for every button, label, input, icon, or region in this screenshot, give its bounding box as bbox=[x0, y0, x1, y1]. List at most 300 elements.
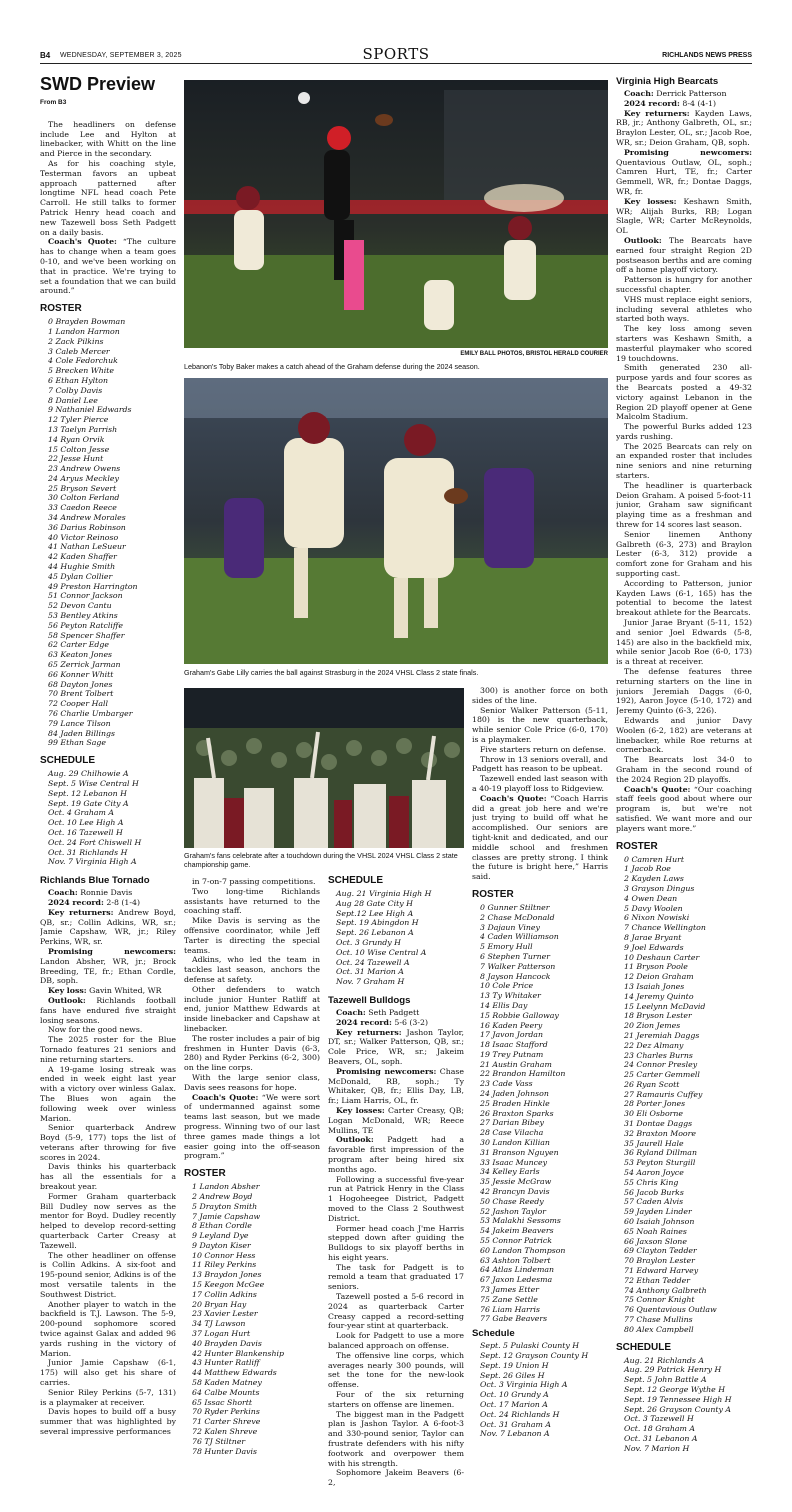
roster-item: 8 Daniel Lee bbox=[48, 395, 98, 405]
roster-item: 65 Zerrick Jarman bbox=[48, 660, 121, 670]
richlands-heading: Richlands Blue Tornado bbox=[40, 875, 150, 887]
roster-item: 84 Jaden Billings bbox=[48, 728, 115, 738]
schedule-item: Sept. 5 Wise Central H bbox=[48, 779, 139, 788]
tazewell-coach: Coach: Seth Padgett bbox=[336, 1007, 420, 1017]
roster-item: 31 Branson Nguyen bbox=[480, 1147, 559, 1157]
roster-item: 13 Ty Whitaker bbox=[480, 991, 541, 1001]
story-paragraph: 300) is another force on both sides of the line. bbox=[472, 686, 608, 705]
schedule-item: Sept. 19 Abingdon H bbox=[336, 918, 419, 928]
roster-item: 55 Chris King bbox=[624, 1177, 679, 1187]
roster-item: 76 Charlie Umbarger bbox=[48, 709, 133, 719]
schedule-item: Oct. 18 Graham A bbox=[624, 1424, 696, 1434]
tazewell-roster bbox=[472, 903, 608, 1324]
roster-item: 71 Edward Harvey bbox=[624, 1266, 699, 1276]
story-paragraph: With the large senior class, Davis sees reasons for hope. bbox=[184, 1072, 320, 1092]
roster-item: 35 Jessie McGraw bbox=[480, 1177, 552, 1187]
richlands-quote: Coach's Quote: “We were sort of undermanned against some teams last season, but we made progress. Winning two of our last three games made things a lot easier going into the off-season program.” bbox=[184, 1092, 320, 1161]
roster-item: 19 Trey Putnam bbox=[480, 1049, 544, 1059]
story-paragraph: The key loss among seven starters was Keshawn Smith, a masterful playmaker who scored 19 touchdowns. bbox=[616, 324, 752, 363]
roster-item: 53 Bentley Atkins bbox=[48, 611, 118, 621]
photo-credit: EMILY BALL PHOTOS, BRISTOL HERALD COURIER bbox=[460, 351, 608, 357]
schedule-item: Oct. 10 Grundy A bbox=[480, 1390, 549, 1400]
roster-item: 32 Braxton Moore bbox=[624, 1128, 696, 1138]
schedule-item: Oct. 4 Graham A bbox=[48, 808, 115, 818]
roster-item: 7 Walker Patterson bbox=[480, 961, 556, 971]
story-paragraph: Four of the six returning starters on offense are linemen. bbox=[328, 1390, 464, 1409]
roster-item: 17 Javon Jordan bbox=[480, 1030, 543, 1040]
virginia-schedule-heading: SCHEDULE bbox=[616, 1341, 672, 1353]
roster-item: 35 Jaurell Hale bbox=[624, 1138, 684, 1148]
schedule-item: Oct. 17 Marion A bbox=[480, 1399, 548, 1409]
story-paragraph: Now for the good news. bbox=[48, 1025, 143, 1035]
story-paragraph: The biggest man in the Padgett plan is Jashon Taylor. A 6-foot-3 and 330-pound senior, Taylor can frustrate defenders with his nifty footwork and overpower them with his strength. bbox=[328, 1409, 464, 1468]
story-paragraph: Two long-time Richlands assistants have returned to the coaching staff. bbox=[184, 886, 320, 916]
schedule-item: Sept. 12 George Wythe H bbox=[624, 1385, 726, 1394]
richlands-outlook: Outlook: Richlands football fans have endured five straight losing seasons. bbox=[40, 995, 176, 1025]
schedule-item: Oct. 24 Richlands H bbox=[480, 1409, 560, 1419]
roster-item: 25 Bryson Severt bbox=[48, 483, 117, 493]
roster-item: 26 Ryan Scott bbox=[624, 1079, 680, 1089]
roster-item: 5 Emory Hull bbox=[480, 942, 533, 952]
roster-item: 63 Keaton Jones bbox=[48, 650, 113, 660]
jump-from: From B3 bbox=[40, 99, 67, 106]
virginia-schedule bbox=[616, 1356, 752, 1454]
roster-item: 30 Landon Killian bbox=[480, 1138, 550, 1148]
story-paragraph: The 2025 Bearcats can rely on an expanded roster that includes nine seniors and nine returning starters. bbox=[616, 441, 752, 481]
tazewell-outlook: Outlook: Padgett had a favorable first impression of the program after being hired six months ago. bbox=[328, 1135, 464, 1174]
roster-item: 7 Jamie Capshaw bbox=[192, 1211, 261, 1221]
schedule-item: Oct. 24 Tazewell A bbox=[336, 957, 410, 967]
photo-run bbox=[184, 378, 608, 664]
roster-item: 67 Jaxon Ledesma bbox=[480, 1275, 553, 1285]
tazewell-record: 2024 record: 5-6 (3-2) bbox=[336, 1017, 429, 1027]
story-paragraph: Adkins, who led the team in tackles last season, anchors the defense at safety. bbox=[184, 955, 320, 984]
virginia-outlook: Outlook: The Bearcats have earned four straight Region 2D postseason berths and are coming off a home playoff victory. bbox=[616, 235, 752, 275]
roster-item: 9 Nathaniel Edwards bbox=[48, 405, 132, 415]
roster-item: 99 Ethan Sage bbox=[48, 738, 106, 748]
schedule-item: Oct. 3 Grundy H bbox=[336, 937, 401, 947]
story-paragraph: Sophomore Jakeim Beavers (6-2, bbox=[328, 1468, 464, 1488]
schedule-item: Oct. 3 Tazewell H bbox=[624, 1414, 694, 1424]
virginia-roster bbox=[616, 855, 752, 1335]
roster-item: 10 Connor Hess bbox=[192, 1250, 256, 1260]
richlands-newcomers: Promising newcomers: Landon Absher, WR, jr.; Brock Breeding, TE, fr.; Ethan Cordle, DB, soph. bbox=[40, 946, 176, 986]
richlands-returners: Key returners: Andrew Boyd, QB, sr.; Collin Adkins, WR, sr.; Jamie Capshaw, WR, jr.; Riley Perkins, WR, sr. bbox=[40, 907, 176, 947]
roster-item: 79 Lance Tilson bbox=[48, 718, 111, 728]
page-number: B4 bbox=[40, 51, 51, 60]
roster-item: 27 Ramauris Cuffey bbox=[624, 1089, 703, 1099]
schedule-item: Oct. 24 Fort Chiswell H bbox=[48, 837, 142, 847]
roster-item: 68 Dayton Jones bbox=[48, 679, 113, 689]
schedule-item: Sept. 26 Giles H bbox=[480, 1370, 545, 1380]
roster-item: 72 Cooper Hall bbox=[48, 699, 108, 709]
roster-item: 15 Keegon McGee bbox=[192, 1280, 265, 1290]
schedule-item: Oct. 16 Tazewell H bbox=[48, 827, 123, 837]
roster-item: 57 Caden Alvis bbox=[624, 1197, 684, 1207]
virginia-coach: Coach: Derrick Patterson bbox=[624, 89, 727, 98]
story-paragraph: The task for Padgett is to remold a team that graduated 17 seniors. bbox=[328, 1262, 464, 1292]
roster-item: 58 Kaden Matney bbox=[192, 1378, 262, 1388]
roster-item: 52 Devon Cantu bbox=[48, 601, 112, 611]
schedule-item: Aug. 21 Virginia High H bbox=[336, 889, 432, 898]
roster-item: 62 Carter Edge bbox=[48, 640, 109, 650]
story-paragraph: The headliner is quarterback Deion Graham. A poised 5-foot-11 junior, Graham saw significant playing time as a freshman and threw for 14 scores last season. bbox=[616, 480, 752, 530]
roster-item: 33 Caedon Reece bbox=[48, 503, 117, 513]
roster-item: 27 Darian Bibey bbox=[480, 1118, 544, 1128]
story-paragraph: Former Graham quarterback Bill Dudley now serves as the mentor for Boyd. Dudley recently helped to develop record-setting quarterback Carter Creasy at Tazewell. bbox=[40, 1191, 176, 1250]
roster-item: 11 Bryson Poole bbox=[624, 962, 688, 972]
photo-caption: Graham's fans celebrate after a touchdown during the VHSL 2024 VHSL Class 2 state championship game. bbox=[184, 851, 458, 869]
roster-item: 75 Zane Settle bbox=[480, 1294, 538, 1304]
roster-item: 56 Peyton Ratcliffe bbox=[48, 620, 123, 630]
story-paragraph: Former head coach J'me Harris stepped down after guiding the Bulldogs to six playoff berths in his eight years. bbox=[328, 1223, 464, 1262]
story-paragraph: The offensive line corps, which averages nearly 300 pounds, will set the tone for the new-look offense. bbox=[328, 1350, 464, 1390]
roster-item: 14 Ellis Day bbox=[480, 1000, 528, 1010]
roster-item: 69 Clayton Tedder bbox=[624, 1246, 697, 1256]
tazewell-newcomers: Promising newcomers: Chase McDonald, RB, soph.; Ty Whitaker, QB, fr.; Ellis Day, LB, fr.; Liam Harris, OL, fr. bbox=[328, 1066, 464, 1106]
richlands-coach: Coach: Ronnie Davis bbox=[48, 888, 133, 898]
richlands-roster-heading: ROSTER bbox=[184, 1168, 226, 1180]
roster-item: 7 Chance Wellington bbox=[624, 923, 706, 933]
tazewell-roster-heading: ROSTER bbox=[472, 888, 514, 900]
schedule-item: Sept. 26 Grayson County A bbox=[624, 1404, 731, 1414]
roster-item: 59 Jayden Linder bbox=[624, 1207, 692, 1217]
roster-item: 10 Cole Price bbox=[480, 981, 534, 991]
schedule-item: Oct. 3 Virginia High A bbox=[480, 1380, 568, 1390]
roster-item: 51 Connor Jackson bbox=[48, 591, 123, 601]
roster-item: 80 Alex Campbell bbox=[624, 1324, 694, 1334]
story-paragraph: Mike Davis is serving as the offensive coordinator, while Jeff Tarter is directing the special teams. bbox=[184, 916, 320, 955]
roster-item: 2 Andrew Boyd bbox=[192, 1191, 253, 1201]
roster-item: 23 Andrew Owens bbox=[48, 464, 121, 474]
tazewell-heading: Tazewell Bulldogs bbox=[328, 994, 411, 1006]
roster-item: 20 Bryan Hay bbox=[192, 1299, 247, 1309]
roster-item: 42 Kaden Shaffer bbox=[48, 552, 117, 562]
roster-item: 28 Porter Jones bbox=[624, 1099, 686, 1109]
roster-item: 25 Carter Gemmell bbox=[624, 1070, 700, 1080]
richlands-record: 2024 record: 2-8 (1-4) bbox=[48, 897, 141, 907]
story-paragraph: Look for Padgett to use a more balanced approach on offense. bbox=[328, 1331, 464, 1351]
roster-item: 76 TJ Stiltner bbox=[192, 1436, 246, 1446]
roster-item: 14 Ryan Orvik bbox=[48, 434, 105, 444]
column-3 bbox=[328, 874, 464, 1507]
story-paragraph: Tazewell ended last season with a 40-19 playoff loss to Ridgeview. bbox=[472, 774, 608, 793]
roster-item: 55 Connor Patrick bbox=[480, 1236, 552, 1246]
story-paragraph: Another player to watch in the backfield is T.J. Lawson. The 5-9, 200-pound sophomore scored twice against Galax and added 96 yards rushing in the victory of Marion. bbox=[40, 1299, 176, 1358]
roster-item: 7 Colby Davis bbox=[48, 385, 103, 395]
roster-item: 36 Darius Robinson bbox=[48, 522, 126, 532]
roster-item: 12 Tyler Pierce bbox=[48, 415, 109, 425]
story-paragraph: The powerful Burks added 123 yards rushing. bbox=[616, 422, 752, 441]
coach-quote: Coach's Quote: “The culture has to change when a team goes 0-10, and we've been working on that in practice. We're trying to set a foundation that we can build around.” bbox=[40, 237, 176, 296]
roster-item: 56 Jacob Burks bbox=[624, 1187, 684, 1197]
page-header bbox=[40, 45, 752, 64]
roster-item: 0 Brayden Bowman bbox=[48, 317, 126, 327]
roster-item: 2 Chase McDonald bbox=[480, 912, 555, 922]
roster-item: 4 Owen Dean bbox=[624, 893, 678, 903]
roster-item: 75 Connor Knight bbox=[624, 1295, 695, 1305]
roster-item: 3 Caleb Mercer bbox=[48, 346, 110, 356]
roster-item: 14 Jeremy Quinto bbox=[624, 991, 694, 1001]
roster-item: 4 Cole Fedorchuk bbox=[48, 356, 118, 366]
roster-item: 40 Brayden Davis bbox=[192, 1338, 262, 1348]
roster-item: 25 Braden Hinkle bbox=[480, 1098, 550, 1108]
roster-item: 72 Ethan Tedder bbox=[624, 1275, 690, 1285]
roster-item: 28 Case Vilacha bbox=[480, 1128, 544, 1138]
story-paragraph: Senior linemen Anthony Galbreth (6-3, 273) and Braylon Lester (6-3, 312) provide a comfort zone for Graham and his supporting cast. bbox=[616, 529, 752, 579]
story-paragraph: The headliners on defense include Lee and Hylton at linebacker, with Whitt on the line and Pierce in the secondary. bbox=[40, 119, 176, 159]
column-1 bbox=[40, 74, 176, 1504]
roster-item: 23 Cade Vass bbox=[480, 1079, 533, 1089]
tazewell-returners: Key returners: Jashon Taylor, DT, sr.; Walker Patterson, QB, sr.; Cole Price, WR, sr.; Jakeim Beavers, OL, soph. bbox=[328, 1027, 464, 1066]
roster-item: 65 Issac Shortt bbox=[192, 1397, 253, 1407]
roster-item: 65 Noah Raines bbox=[624, 1226, 687, 1236]
roster-item: 13 Taelyn Parrish bbox=[48, 424, 118, 434]
virginia-record: 2024 record: 8-4 (4-1) bbox=[624, 98, 717, 108]
schedule-item: Oct. 10 Lee High A bbox=[48, 818, 124, 828]
schedule-item: Aug. 29 Patrick Henry H bbox=[624, 1365, 722, 1375]
roster-item: 49 Preston Harrington bbox=[48, 581, 138, 591]
roster-item: 21 Jeremiah Daggs bbox=[624, 1030, 700, 1040]
story-paragraph: VHS must replace eight seniors, including several athletes who started both ways. bbox=[616, 294, 752, 324]
roster-item: 1 Landon Harmon bbox=[48, 326, 120, 336]
roster-item: 3 Grayson Dingus bbox=[624, 883, 695, 893]
publication-name: RICHLANDS NEWS PRESS bbox=[662, 52, 752, 59]
roster-item: 20 Zion Jemes bbox=[624, 1021, 681, 1031]
roster-item: 34 Andrew Morales bbox=[48, 513, 126, 523]
roster-item: 18 Isaac Stafford bbox=[480, 1040, 548, 1050]
roster-item: 17 Collin Adkins bbox=[192, 1289, 257, 1299]
roster-item: 13 Braydon Jones bbox=[192, 1270, 262, 1280]
schedule-item: Sept. 5 John Battle A bbox=[624, 1375, 707, 1385]
schedule-item: Oct. 31 Marion A bbox=[336, 967, 404, 977]
roster-item: 78 Hunter Davis bbox=[192, 1446, 257, 1456]
lee-schedule-heading: SCHEDULE bbox=[40, 755, 96, 767]
roster-item: 36 Ryland Dillman bbox=[624, 1148, 697, 1158]
roster-item: 23 Xavier Lester bbox=[192, 1309, 258, 1319]
roster-item: 77 Gabe Beavers bbox=[480, 1314, 548, 1324]
roster-item: 24 Aryus Meckley bbox=[48, 473, 119, 483]
roster-item: 77 Chase Mullins bbox=[624, 1315, 693, 1325]
roster-item: 63 Ashton Tolbert bbox=[480, 1255, 551, 1265]
roster-item: 13 Isaiah Jones bbox=[624, 981, 685, 991]
roster-item: 76 Liam Harris bbox=[480, 1304, 540, 1314]
tazewell-quote: Coach's Quote: “Coach Harris did a great job here and we're just trying to build off what he accomplished. Our seniors are tight-knit and dedicated, and our middle school and freshmen classes are pretty strong. I think the future is bright here,” Harris said. bbox=[472, 793, 608, 882]
schedule-item: Aug 28 Gate City H bbox=[336, 898, 413, 908]
story-paragraph: The roster includes a pair of big freshmen in Hunter Davis (6-3, 280) and Ryder Perkins (6-2, 300) on the line corps. bbox=[184, 1033, 320, 1073]
roster-item: 3 Dajaun Viney bbox=[480, 922, 540, 932]
roster-item: 64 Calbe Mounts bbox=[192, 1387, 260, 1397]
roster-item: 2 Kayden Laws bbox=[624, 874, 684, 884]
story-paragraph: A 19-game losing streak was ended in week eight last year with a victory over winless Galax. The Blues won again the following week over winless Marion. bbox=[40, 1064, 176, 1123]
story-paragraph: Five starters return on defense. bbox=[480, 744, 607, 754]
roster-item: 33 Isaac Muncey bbox=[480, 1157, 548, 1167]
roster-item: 24 Connor Presley bbox=[624, 1060, 698, 1070]
roster-item: 64 Atlas Lindeman bbox=[480, 1265, 555, 1275]
roster-item: 72 Kalen Shreve bbox=[192, 1427, 258, 1437]
lee-schedule bbox=[40, 769, 176, 867]
schedule-item: Sept. 12 Grayson County H bbox=[480, 1351, 589, 1360]
roster-item: 23 Charles Burns bbox=[624, 1050, 693, 1060]
roster-item: 58 Spencer Shaffer bbox=[48, 630, 125, 640]
story-paragraph: The Bearcats lost 34-0 to Graham in the second round of the 2024 Region 2D playoffs. bbox=[616, 755, 752, 784]
photo-fans bbox=[184, 688, 464, 848]
virginia-newcomers: Promising newcomers: Quentavious Outlaw, OL, soph.; Camren Hurt, TE, fr.; Carter Gemmell, WR, fr.; Dontae Daggs, WR, fr. bbox=[616, 147, 752, 196]
roster-item: 54 Aaron Joyce bbox=[624, 1168, 684, 1178]
roster-item: 70 Braylon Lester bbox=[624, 1256, 695, 1266]
roster-item: 10 Deshaun Carter bbox=[624, 952, 700, 962]
schedule-item: Oct. 31 Richlands H bbox=[48, 847, 128, 857]
roster-item: 30 Eli Osborne bbox=[624, 1109, 683, 1119]
roster-item: 0 Camren Hurt bbox=[624, 854, 684, 864]
schedule-item: Sept. 12 Lebanon H bbox=[48, 788, 127, 798]
roster-item: 1 Landon Absher bbox=[192, 1182, 260, 1192]
roster-item: 26 Braxton Sparks bbox=[480, 1108, 554, 1118]
column-4 bbox=[472, 686, 608, 1507]
tazewell-schedule bbox=[472, 1341, 608, 1439]
story-paragraph: As for his coaching style, Testerman favors an upbeat approach patterned after longtime NFL head coach Pete Carroll. He still talks to former Patrick Henry head coach and new Tazewell boss Seth Padgett on a daily basis. bbox=[40, 158, 176, 237]
roster-item: 34 Kelley Earls bbox=[480, 1167, 540, 1177]
tazewell-schedule-heading: Schedule bbox=[472, 1328, 515, 1340]
section-title: SPORTS bbox=[362, 45, 430, 63]
roster-item: 9 Dayton Kiser bbox=[192, 1240, 251, 1250]
roster-item: 52 Jashon Taylor bbox=[480, 1206, 546, 1216]
roster-item: 8 Ethan Cordle bbox=[192, 1221, 252, 1231]
roster-item: 9 Leyland Dye bbox=[192, 1231, 249, 1241]
story-paragraph: The 2025 roster for the Blue Tornado features 21 seniors and nine returning starters. bbox=[40, 1035, 176, 1064]
roster-item: 5 Brecken White bbox=[48, 366, 114, 376]
roster-item: 45 Dylan Collier bbox=[48, 571, 113, 581]
story-paragraph: Following a successful five-year run at Patrick Henry in the Class 1 Hogoheegee District, Padgett moved to the Class 2 Southwest District. bbox=[328, 1174, 464, 1223]
roster-item: 54 Jakeim Beavers bbox=[480, 1226, 554, 1236]
roster-item: 70 Brent Tolbert bbox=[48, 689, 114, 699]
roster-item: 42 Hunter Blankenship bbox=[192, 1348, 284, 1358]
virginia-roster-heading: ROSTER bbox=[616, 840, 658, 852]
roster-item: 43 Hunter Ratliff bbox=[192, 1358, 260, 1368]
schedule-item: Oct. 31 Lebanon A bbox=[624, 1433, 698, 1443]
roster-item: 22 Jesse Hunt bbox=[48, 454, 104, 464]
roster-item: 31 Dontae Daggs bbox=[624, 1119, 693, 1129]
story-title: SWD Preview bbox=[40, 74, 156, 94]
story-paragraph: Tazewell posted a 5-6 record in 2024 as quarterback Carter Creasy capped a record-setting four-year stint at quarterback. bbox=[328, 1292, 464, 1331]
column-5 bbox=[616, 74, 752, 1507]
roster-item: 5 Davy Woolen bbox=[624, 903, 683, 913]
schedule-item: Sept.12 Lee High A bbox=[336, 908, 414, 918]
virginia-returners: Key returners: Kayden Laws, RB, jr.; Anthony Galbreth, OL, sr.; Braylon Lester, OL, sr.; Jacob Roe, WR, sr.; Deion Graham, QB, soph. bbox=[616, 108, 752, 147]
story-paragraph: Senior Riley Perkins (5-7, 131) is a playmaker at receiver. bbox=[40, 1387, 176, 1407]
roster-item: 9 Joel Edwards bbox=[624, 942, 684, 952]
virginia-losses: Key losses: Keshawn Smith, WR; Alijah Burks, RB; Logan Slagle, WR; Carter McReynolds, OL bbox=[616, 196, 752, 236]
roster-item: 34 TJ Lawson bbox=[192, 1319, 246, 1329]
schedule-item: Oct. 31 Graham A bbox=[480, 1419, 552, 1429]
roster-item: 44 Matthew Edwards bbox=[192, 1368, 277, 1378]
roster-item: 71 Carter Shreve bbox=[192, 1417, 261, 1427]
roster-item: 21 Austin Graham bbox=[480, 1059, 552, 1069]
roster-item: 18 Bryson Lester bbox=[624, 1011, 692, 1021]
schedule-item: Oct. 10 Wise Central A bbox=[336, 947, 427, 957]
story-paragraph: According to Patterson, junior Kayden Laws (6-1, 165) has the potential to become the latest breakout athlete for the Bearcats. bbox=[616, 578, 752, 618]
roster-item: 53 Malakhi Sessoms bbox=[480, 1216, 561, 1226]
lee-roster-heading: ROSTER bbox=[40, 303, 82, 315]
schedule-item: Sept. 19 Union H bbox=[480, 1360, 549, 1370]
roster-item: 42 Brancyn Davis bbox=[480, 1187, 550, 1197]
roster-item: 8 Jayson Hancock bbox=[480, 971, 551, 981]
story-paragraph: Edwards and junior Davy Woolen (6-2, 182) are veterans at linebacker, while Roe returns at cornerback. bbox=[616, 716, 752, 755]
roster-item: 15 Robbie Galloway bbox=[480, 1010, 559, 1020]
roster-item: 12 Deion Graham bbox=[624, 972, 694, 982]
schedule-item: Sept. 5 Pulaski County H bbox=[480, 1341, 580, 1351]
roster-item: 70 Ryder Perkins bbox=[192, 1407, 260, 1417]
story-paragraph: Davis hopes to build off a busy summer that was highlighted by several impressive performances bbox=[40, 1407, 176, 1436]
story-paragraph: Other defenders to watch include junior Hunter Ratliff at end, junior Matthew Edwards at inside linebacker and Capshaw at linebacker. bbox=[184, 984, 320, 1033]
roster-item: 11 Riley Perkins bbox=[192, 1260, 257, 1270]
roster-item: 16 Kaden Peery bbox=[480, 1020, 543, 1030]
roster-item: 74 Anthony Galbreth bbox=[624, 1285, 707, 1295]
roster-item: 53 Peyton Sturgill bbox=[624, 1158, 696, 1168]
richlands-schedule-heading: SCHEDULE bbox=[328, 875, 384, 886]
story-paragraph: Smith generated 230 all-purpose yards and four scores as the Bearcats posted a 49-32 victory against Lebanon in the Region 2D playoff opener at Gene Malcolm Stadium. bbox=[616, 363, 752, 422]
story-paragraph: Throw in 13 seniors overall, and Padgett has reason to be upbeat. bbox=[472, 754, 608, 774]
roster-item: 60 Isaiah Johnson bbox=[624, 1217, 695, 1227]
lee-roster bbox=[40, 317, 176, 748]
story-paragraph: The defense features three returning starters on the line in juniors Jeremiah Daggs (6-0, 192), Aaron Joyce (5-10, 172) and Jeremy Quinto (6-3, 226). bbox=[616, 667, 752, 716]
roster-item: 76 Quentavious Outlaw bbox=[624, 1305, 717, 1315]
richlands-schedule bbox=[328, 889, 464, 987]
schedule-item: Nov. 7 Graham H bbox=[336, 977, 405, 987]
schedule-item: Sept. 26 Lebanon A bbox=[336, 928, 414, 938]
roster-item: 22 Dez Almany bbox=[624, 1040, 684, 1050]
roster-item: 8 Jarae Bryant bbox=[624, 932, 682, 942]
schedule-item: Aug. 21 Richlands A bbox=[624, 1355, 705, 1365]
story-paragraph: in 7-on-7 passing competitions. bbox=[192, 877, 316, 886]
story-paragraph: Senior quarterback Andrew Boyd (5-9, 177) tops the list of veterans after throwing for five scores in 2024. bbox=[40, 1123, 176, 1162]
issue-date: WEDNESDAY, SEPTEMBER 3, 2025 bbox=[60, 52, 182, 59]
roster-item: 66 Konner Whitt bbox=[48, 669, 114, 679]
column-2 bbox=[184, 877, 320, 1507]
schedule-item: Nov. 7 Lebanon A bbox=[480, 1429, 550, 1439]
roster-item: 6 Nixon Nowiski bbox=[624, 913, 690, 923]
photo-catch bbox=[184, 80, 608, 348]
roster-item: 15 Colton Jesse bbox=[48, 444, 110, 454]
schedule-item: Sept. 19 Gate City A bbox=[48, 798, 129, 808]
roster-item: 41 Nathan LeSueur bbox=[48, 542, 126, 552]
roster-item: 15 Leelynn McDavid bbox=[624, 1001, 706, 1011]
story-paragraph: The other headliner on offense is Collin Adkins. A six-foot and 195-pound senior, Adkins is of the most versatile talents in the Southwest District. bbox=[40, 1250, 176, 1299]
photo-caption: Lebanon's Toby Baker makes a catch ahead of the Graham defense during the 2024 season. bbox=[184, 362, 480, 371]
roster-item: 0 Gunner Stiltner bbox=[480, 902, 550, 912]
roster-item: 40 Victor Reinoso bbox=[48, 532, 119, 542]
roster-item: 50 Chase Reedy bbox=[480, 1196, 544, 1206]
schedule-item: Sept. 19 Tennessee High H bbox=[624, 1394, 732, 1404]
richlands-losses: Key loss: Gavin Whited, WR bbox=[48, 986, 162, 996]
roster-item: 4 Caden Williamson bbox=[480, 932, 559, 942]
story-paragraph: Junior Jarae Bryant (5-11, 152) and senior Joel Edwards (5-8, 145) are also in the backfield mix, while senior Jacob Roe (6-0, 173) is a threat at receiver. bbox=[616, 618, 752, 667]
roster-item: 22 Brandon Hamilton bbox=[480, 1069, 566, 1079]
roster-item: 6 Stephen Turner bbox=[480, 951, 550, 961]
roster-item: 60 Landon Thompson bbox=[480, 1245, 566, 1255]
story-paragraph: Patterson is hungry for another successful chapter. bbox=[616, 275, 752, 294]
schedule-item: Aug. 29 Chilhowie A bbox=[48, 769, 129, 779]
roster-item: 2 Zack Pilkins bbox=[48, 336, 104, 346]
schedule-item: Nov. 7 Marion H bbox=[624, 1443, 690, 1453]
roster-item: 30 Colton Ferland bbox=[48, 493, 120, 503]
story-paragraph: Senior Walker Patterson (5-11, 180) is the new quarterback, while senior Cole Price (6-0, 170) is a playmaker. bbox=[472, 705, 608, 744]
roster-item: 66 Jaxson Slone bbox=[624, 1236, 687, 1246]
roster-item: 73 James Etter bbox=[480, 1285, 539, 1295]
roster-item: 5 Drayton Smith bbox=[192, 1201, 258, 1211]
richlands-roster bbox=[184, 1182, 320, 1456]
virginia-heading: Virginia High Bearcats bbox=[616, 76, 719, 87]
